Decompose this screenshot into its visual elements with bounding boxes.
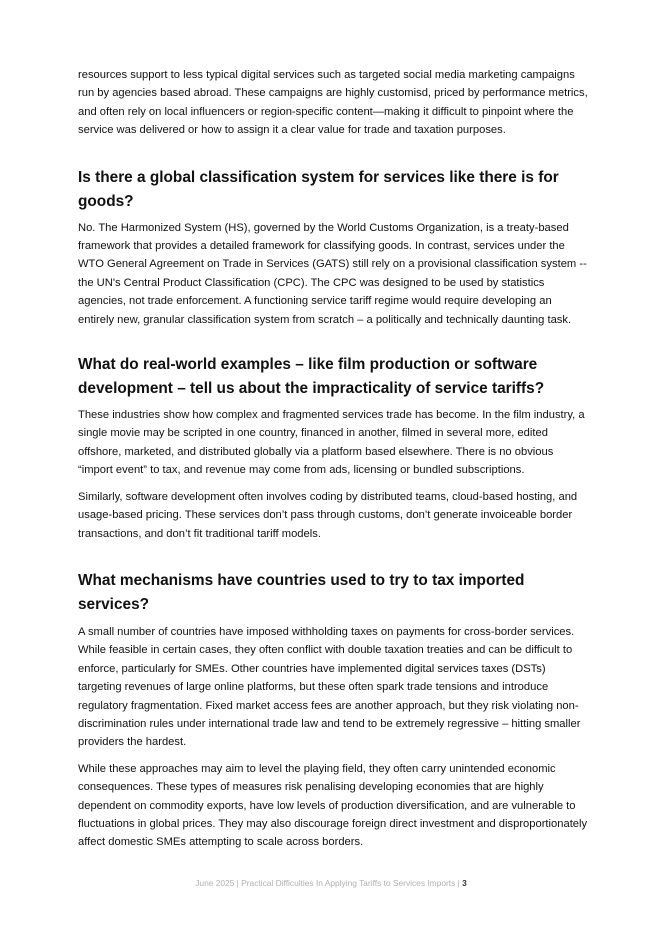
section-paragraph: No. The Harmonized System (HS), governed by the World Customs Organization, is a treaty-based framework that provides a detailed framework for classifying goods. In contrast, services under the WTO General Agreement on Trade in Services (GATS) still rely on a provisional classification system -- the UN's Central Product Classification (CPC). The CPC was designed to be used by statistics agencies, not trade enforcement. A functioning service tariff regime would require developing an entirely new, granular classification system from scratch – a politically and technically daunting task. [78, 221, 587, 326]
section-heading-tax-mechanisms: What mechanisms have countries used to try to tax imported services? [78, 571, 525, 613]
document-page [78, 66, 588, 852]
intro-paragraph: resources support to less typical digital services such as targeted social media marketing campaigns run by agencies based abroad. These campaigns are highly customisd, priced by performance metrics, and often rely on local influencers or region-specific content—making it difficult to pinpoint where the service was delivered or how to assign it a clear value for trade and taxation purposes. [78, 69, 588, 137]
page-number: 3 [462, 878, 467, 888]
section-heading-classification: Is there a global classification system for services like there is for goods? [78, 168, 559, 210]
section-paragraph: Similarly, software development often involves coding by distributed teams, cloud-based hosting, and usage-based pricing. These services don’t pass through customs, don’t generate invoiceable border transactions, and don’t fit traditional tariff models. [78, 490, 578, 540]
footer-text: June 2025 | Practical Difficulties In Applying Tariffs to Services Imports | [195, 878, 463, 888]
section-heading-real-world-examples: What do real-world examples – like film production or software development – tell us about the impracticality of service tariffs? [78, 356, 545, 398]
page-footer [0, 878, 662, 888]
section-paragraph: While these approaches may aim to level the playing field, they often carry unintended economic consequences. These types of measures risk penalising developing economies that are highly dependent on commodity exports, have low levels of production diversification, and are vulnerable to fluctuations in global prices. They may also discourage foreign direct investment and disproportionately affect domestic SMEs attempting to scale across borders. [78, 762, 588, 849]
section-paragraph: A small number of countries have imposed withholding taxes on payments for cross-border services. While feasible in certain cases, they often conflict with double taxation treaties and can be difficult to enforce, particularly for SMEs. Other countries have implemented digital services taxes (DSTs) targeting revenues of large online platforms, but these often spark trade tensions and introduce regulatory fragmentation. Fixed market access fees are another approach, but they risk violating non-discrimination rules under international trade law and tend to be extremely regressive – hitting smaller providers the hardest. [78, 625, 581, 749]
section-paragraph: These industries show how complex and fragmented services trade has become. In the film industry, a single movie may be scripted in one country, financed in another, filmed in several more, edited offshore, marketed, and distributed globally via a platform based elsewhere. There is no obvious “import event” to tax, and revenue may come from ads, licensing or bundled subscriptions. [78, 409, 585, 477]
